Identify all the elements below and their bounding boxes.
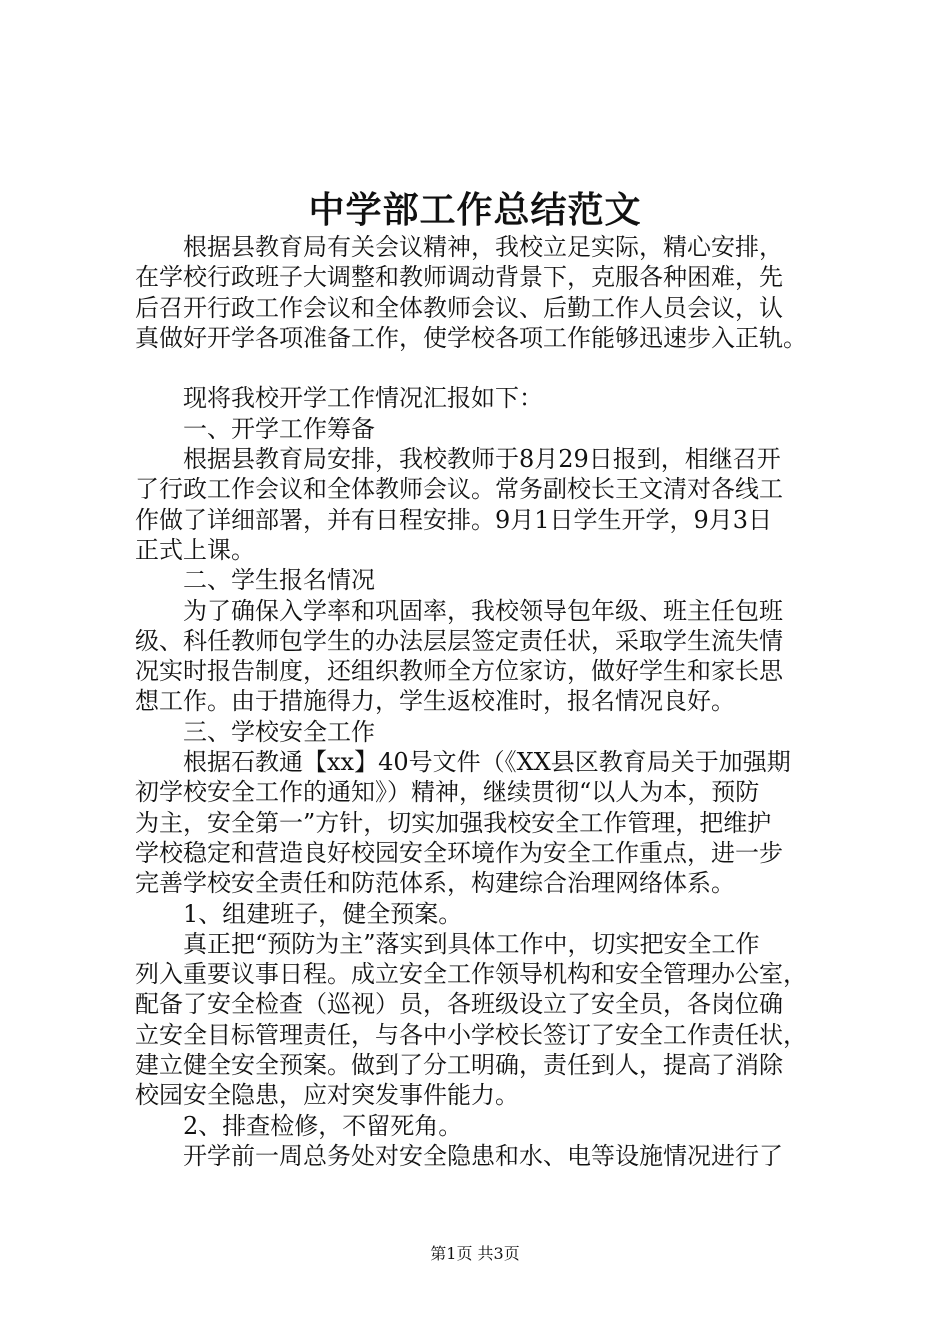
- text-line: 二、学生报名情况: [183, 566, 375, 595]
- text-line: 在学校行政班子大调整和教师调动背景下，克服各种困难，先: [135, 263, 783, 292]
- page-number-footer: 第1页 共3页: [430, 1244, 520, 1263]
- text-line: 学校稳定和营造良好校园安全环境作为安全工作重点，进一步: [135, 838, 783, 867]
- text-line: 后召开行政工作会议和全体教师会议、后勤工作人员会议，认: [135, 293, 783, 322]
- text-line: 开学前一周总务处对安全隐患和水、电等设施情况进行了: [183, 1141, 783, 1170]
- text-line: 况实时报告制度，还组织教师全方位家访，做好学生和家长思: [135, 657, 783, 686]
- text-line: 根据石教通【xx】40号文件（《XX县区教育局关于加强期: [183, 748, 791, 777]
- text-line: 1、组建班子，健全预案。: [183, 899, 463, 928]
- text-line: 了行政工作会议和全体教师会议。常务副校长王文清对各线工: [135, 475, 783, 504]
- text-line: 校园安全隐患，应对突发事件能力。: [135, 1081, 519, 1110]
- text-line: 三、学校安全工作: [183, 717, 375, 746]
- text-line: 根据县教育局有关会议精神，我校立足实际，精心安排，: [183, 233, 783, 261]
- text-line: 想工作。由于措施得力，学生返校准时，报名情况良好。: [135, 687, 735, 716]
- text-line: 一、开学工作筹备: [183, 414, 375, 443]
- text-line: 真做好开学各项准备工作，使学校各项工作能够迅速步入正轨。: [135, 323, 807, 352]
- text-line: 根据县教育局安排，我校教师于8月29日报到，相继召开: [183, 445, 781, 474]
- text-line: 现将我校开学工作情况汇报如下：: [183, 384, 543, 413]
- text-line: 初学校安全工作的通知》）精神，继续贯彻“以人为本，预防: [135, 778, 760, 807]
- text-line: 真正把“预防为主”落实到具体工作中，切实把安全工作: [183, 929, 760, 958]
- text-line: 立安全目标管理责任，与各中小学校长签订了安全工作责任状，: [135, 1020, 807, 1049]
- blank-line: [135, 353, 835, 383]
- text-line: 列入重要议事日程。成立安全工作领导机构和安全管理办公室，: [135, 960, 807, 989]
- text-line: 为了确保入学率和巩固率，我校领导包年级、班主任包班: [183, 596, 783, 625]
- document-body: [135, 232, 835, 1171]
- document-title: 中学部工作总结范文: [308, 189, 642, 231]
- text-line: 完善学校安全责任和防范体系，构建综合治理网络体系。: [135, 869, 735, 898]
- text-line: 作做了详细部署，并有日程安排。9月1日学生开学，9月3日: [135, 505, 773, 534]
- text-line: 为主，安全第一”方针，切实加强我校安全工作管理，把维护: [135, 808, 772, 837]
- text-line: 建立健全安全预案。做到了分工明确，责任到人，提高了消除: [135, 1051, 783, 1080]
- text-line: 级、科任教师包学生的办法层层签定责任状，采取学生流失情: [135, 626, 783, 655]
- text-line: 配备了安全检查（巡视）员，各班级设立了安全员，各岗位确: [135, 990, 783, 1019]
- text-line: 2、排查检修，不留死角。: [183, 1111, 463, 1140]
- text-line: 正式上课。: [135, 535, 255, 564]
